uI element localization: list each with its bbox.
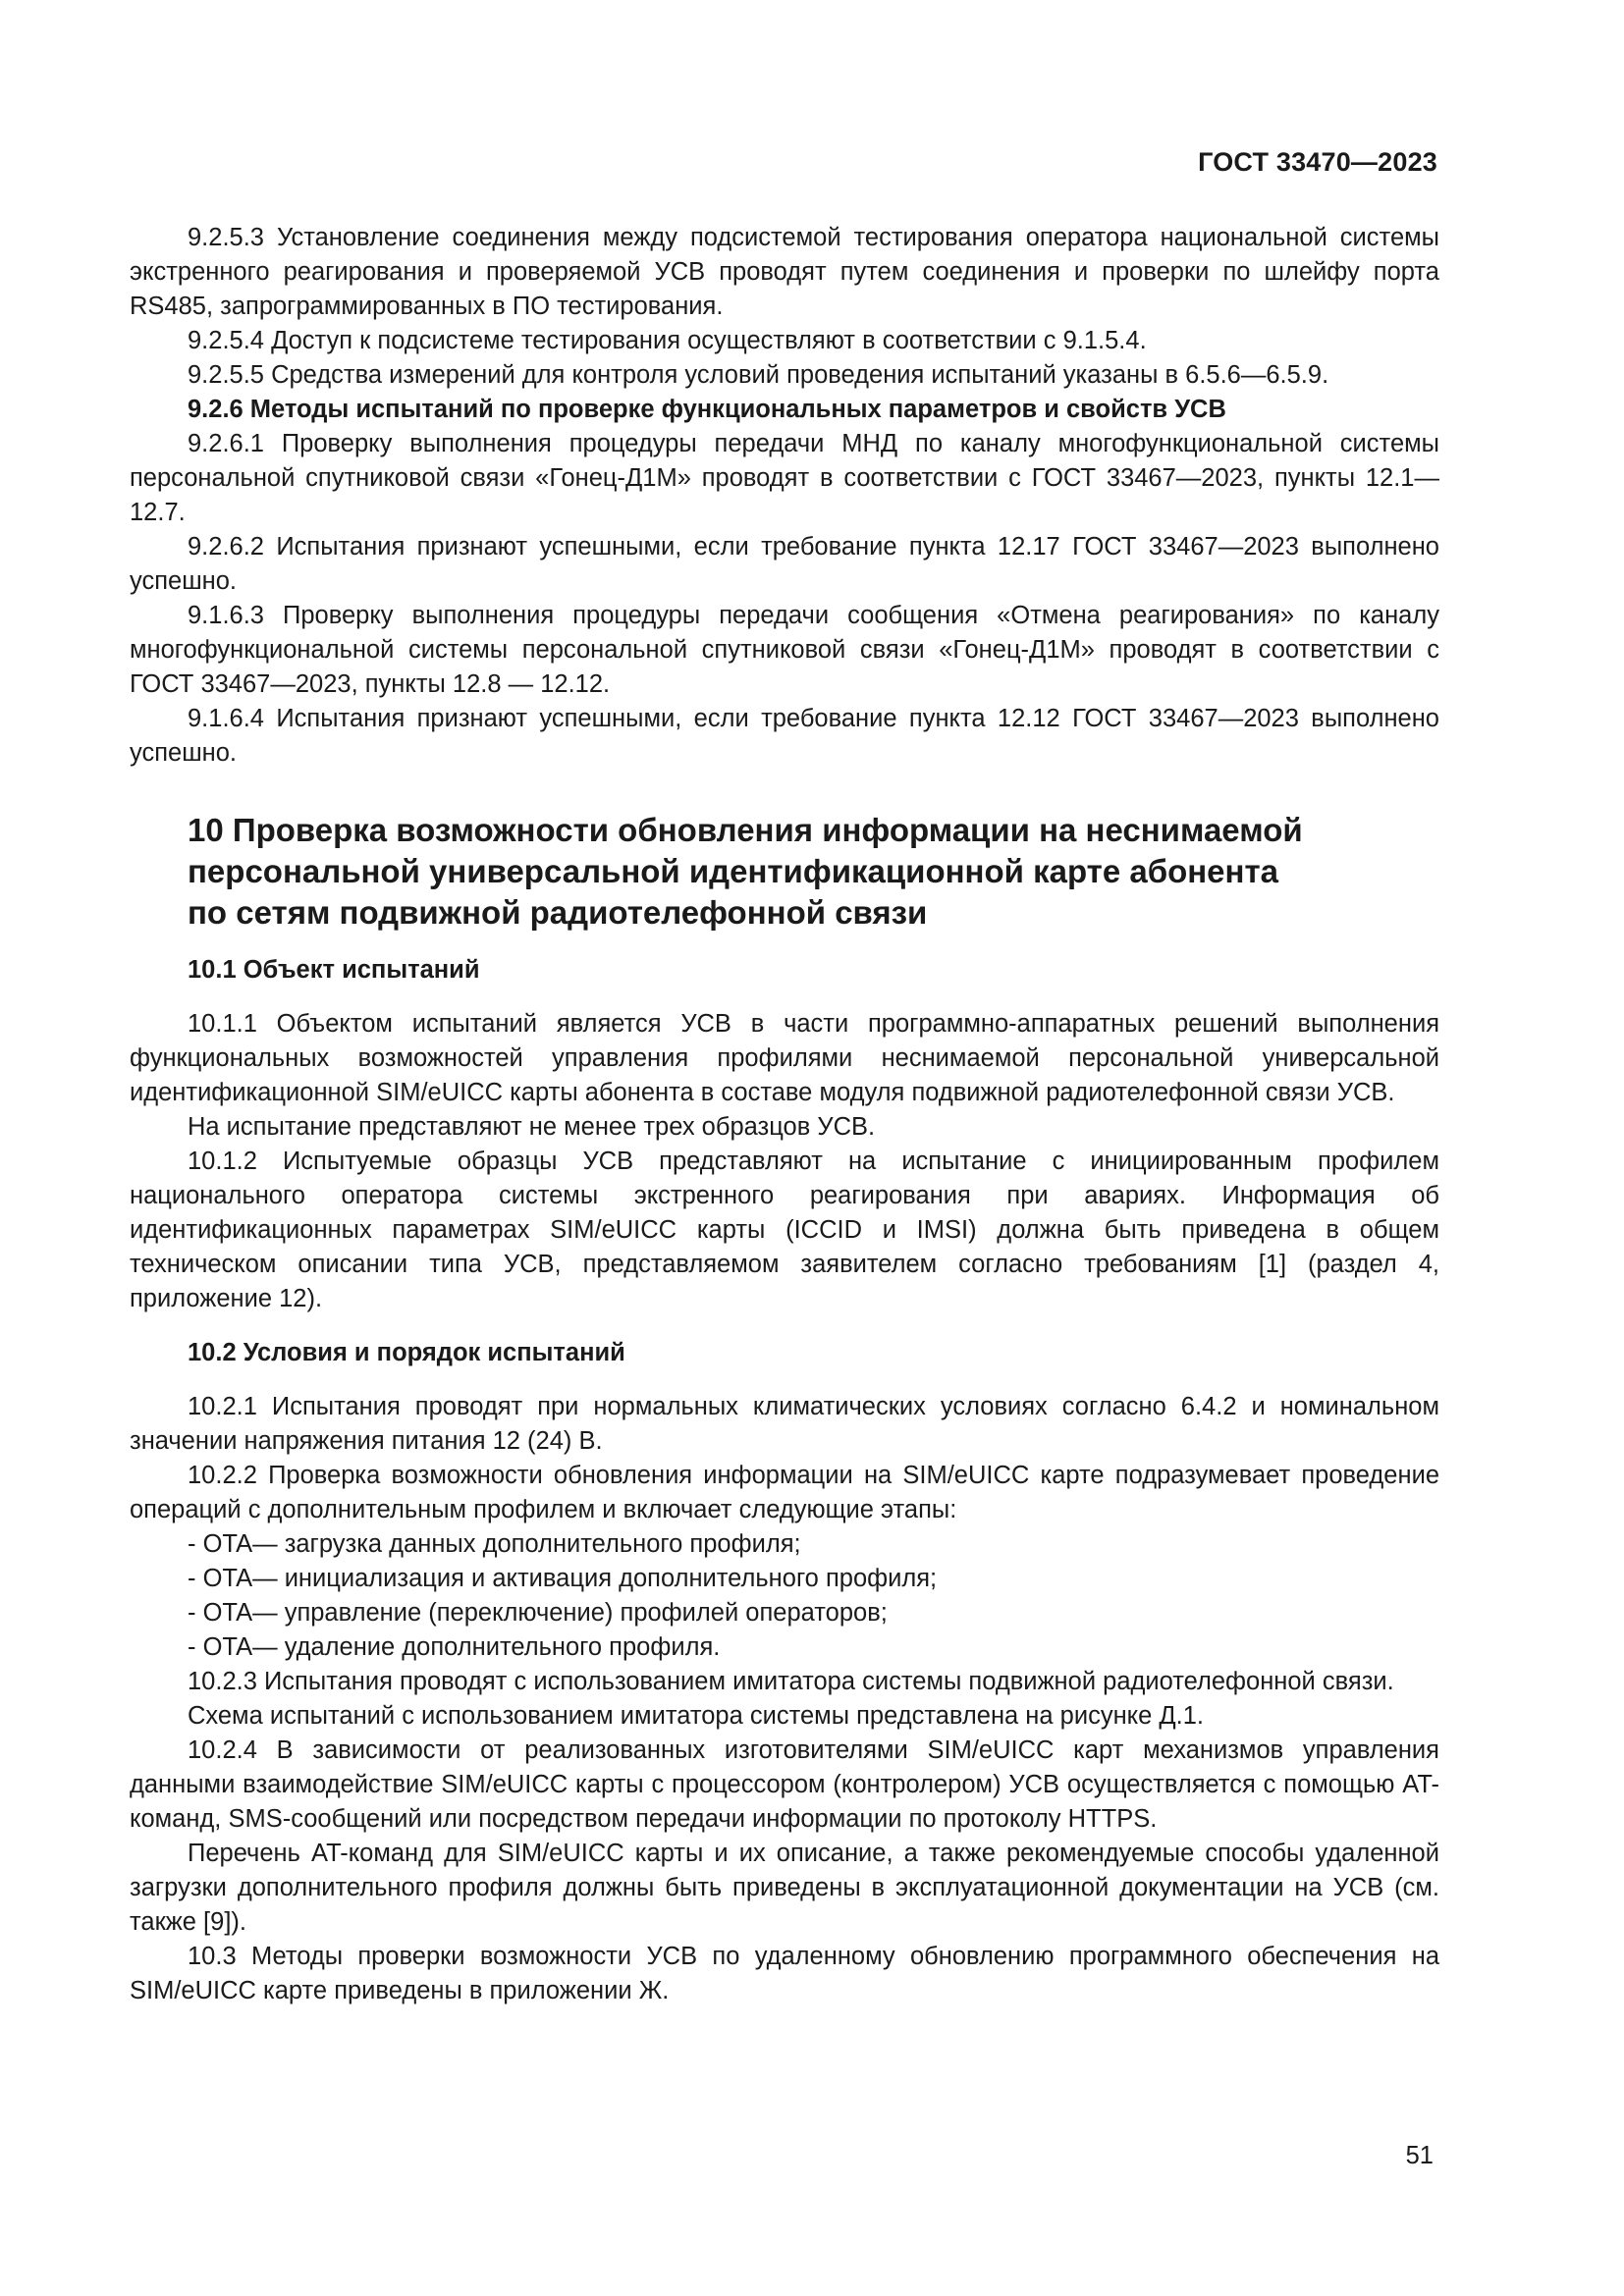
page-content [130, 221, 1439, 2008]
paragraph-10-3: 10.3 Методы проверки возможности УСВ по удаленному обновлению программного обеспечения на SIM/eUICC карте приведены в приложении Ж. [130, 1943, 1439, 2004]
paragraph-9-2-5-3: 9.2.5.3 Установление соединения между подсистемой тестирования оператора национальной системы экстренного реагирования и проверяемой УСВ проводят путем соединения и проверки по шлейфу порта RS485, запрограммированных в ПО тестирования. [130, 224, 1439, 320]
paragraph-9-2-5-4: 9.2.5.4 Доступ к подсистеме тестирования осуществляют в соответствии с 9.1.5.4. [188, 327, 1147, 354]
section-10-title-line: 10 Проверка возможности обновления информации на неснимаемой [188, 812, 1303, 848]
section-10-title-line: персональной универсальной идентификационной карте абонента [188, 853, 1278, 889]
paragraph-9-1-6-3: 9.1.6.3 Проверку выполнения процедуры передачи сообщения «Отмена реагирования» по каналу многофункциональной системы персональной спутниковой связи «Гонец-Д1М» проводят в соответствии с ГОСТ 33467—2023, пункты 12.8 — 12.12. [130, 602, 1439, 698]
paragraph-9-1-6-4: 9.1.6.4 Испытания признают успешными, если требование пункта 12.12 ГОСТ 33467—2023 выполнено успешно. [130, 705, 1439, 767]
section-10-title-line: по сетям подвижной радиотелефонной связи [188, 894, 928, 931]
paragraph-at-commands: Перечень AT-команд для SIM/eUICC карты и их описание, а также рекомендуемые способы удаленной загрузки дополнительного профиля должны быть приведены в эксплуатационной документации на УСВ (см. также [9]). [130, 1840, 1439, 1936]
section-10-title [188, 810, 1439, 934]
subsection-10-2-title: 10.2 Условия и порядок испытаний [188, 1339, 625, 1366]
paragraph-samples: На испытание представляют не менее трех образцов УСВ. [188, 1113, 876, 1141]
paragraph-10-2-2: 10.2.2 Проверка возможности обновления информации на SIM/eUICC карте подразумевает проведение операций с дополнительным профилем и включает следующие этапы: [130, 1462, 1439, 1523]
paragraph-10-2-3: 10.2.3 Испытания проводят с использованием имитатора системы подвижной радиотелефонной связи. [188, 1668, 1394, 1695]
paragraph-9-2-6-1: 9.2.6.1 Проверку выполнения процедуры передачи МНД по каналу многофункциональной системы персональной спутниковой связи «Гонец-Д1М» проводят в соответствии с ГОСТ 33467—2023, пункты 12.1—12.7. [130, 430, 1439, 526]
list-item: - OTA— управление (переключение) профилей операторов; [188, 1599, 888, 1627]
paragraph-10-2-1: 10.2.1 Испытания проводят при нормальных климатических условиях согласно 6.4.2 и номинальном значении напряжения питания 12 (24) В. [130, 1393, 1439, 1455]
paragraph-10-2-4: 10.2.4 В зависимости от реализованных изготовителями SIM/eUICC карт механизмов управления данными взаимодействие SIM/eUICC карты с процессором (контролером) УСВ осуществляется с помощью AT-команд, SMS-сообщений или посредством передачи информации по протоколу HTTPS. [130, 1736, 1439, 1833]
subsection-heading-9-2-6: 9.2.6 Методы испытаний по проверке функциональных параметров и свойств УСВ [188, 396, 1226, 423]
page-number: 51 [1405, 2142, 1434, 2169]
list-item: - OTA— удаление дополнительного профиля. [188, 1633, 721, 1661]
paragraph-9-2-6-2: 9.2.6.2 Испытания признают успешными, если требование пункта 12.17 ГОСТ 33467—2023 выполнено успешно. [130, 533, 1439, 595]
paragraph-10-1-2: 10.1.2 Испытуемые образцы УСВ представляют на испытание с инициированным профилем национального оператора системы экстренного реагирования при авариях. Информация об идентификационных параметрах SIM/eUICC карты (ICCID и IMSI) должна быть приведена в общем техническом описании типа УСВ, представляемом заявителем согласно требованиям [1] (раздел 4, приложение 12). [130, 1148, 1439, 1312]
list-item: - OTA— загрузка данных дополнительного профиля; [188, 1530, 801, 1558]
list-item: - OTA— инициализация и активация дополнительного профиля; [188, 1565, 938, 1592]
paragraph-9-2-5-5: 9.2.5.5 Средства измерений для контроля условий проведения испытаний указаны в 6.5.6—6.5.9. [188, 361, 1329, 389]
paragraph-10-1-1: 10.1.1 Объектом испытаний является УСВ в части программно-аппаратных решений выполнения функциональных возможностей управления профилями неснимаемой персональной универсальной идентификационной SIM/eUICC карты абонента в составе модуля подвижной радиотелефонной связи УСВ. [130, 1010, 1439, 1106]
paragraph-scheme: Схема испытаний с использованием имитатора системы представлена на рисунке Д.1. [188, 1702, 1204, 1730]
standard-header: ГОСТ 33470—2023 [1198, 147, 1437, 177]
subsection-10-1-title: 10.1 Объект испытаний [188, 956, 480, 984]
